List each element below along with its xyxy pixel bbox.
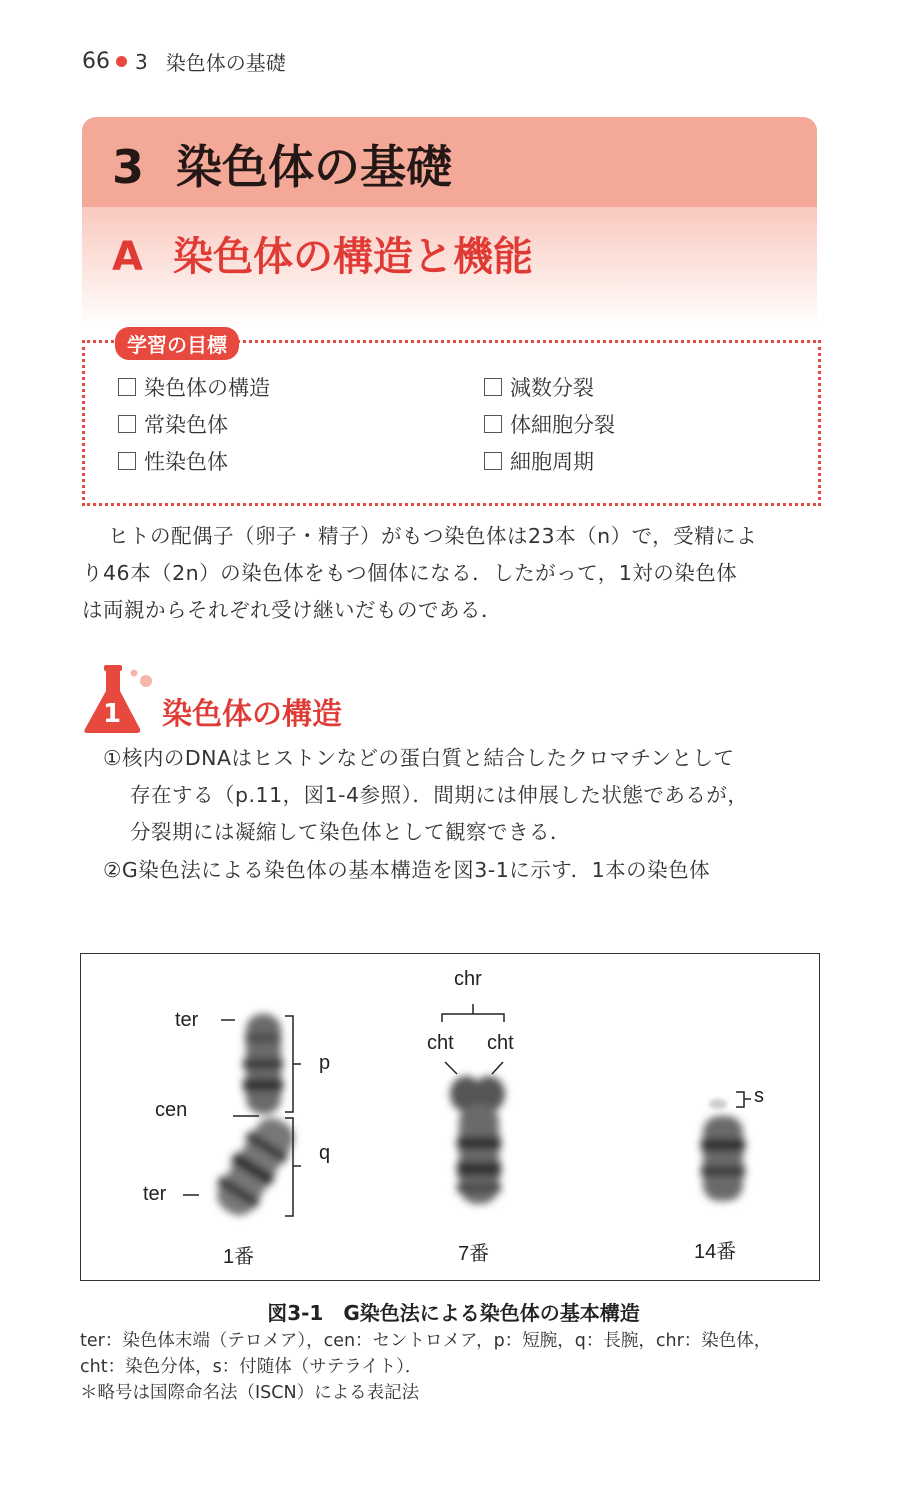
bullet-dot-icon bbox=[116, 56, 127, 67]
list-line: 存在する（p.11，図1-4参照）．間期には伸展した状態であるが， bbox=[130, 783, 749, 807]
intro-line: は両親からそれぞれ受け継いだものである． bbox=[82, 598, 502, 622]
goal-label: 常染色体 bbox=[144, 413, 228, 437]
goal-label: 染色体の構造 bbox=[144, 376, 270, 400]
goal-item[interactable] bbox=[118, 409, 228, 439]
label-chromosome-1: 1番 bbox=[223, 1246, 255, 1268]
goal-label: 減数分裂 bbox=[510, 376, 594, 400]
figure-note: cht：染色分体，s：付随体（サテライト）． bbox=[80, 1357, 423, 1377]
running-header bbox=[82, 47, 286, 76]
goal-label: 細胞周期 bbox=[510, 450, 594, 474]
subsection-title: 染色体の構造 bbox=[162, 697, 342, 732]
intro-line: ヒトの配偶子（卵子・精子）がもつ染色体は23本（n）で，受精によ bbox=[108, 524, 758, 548]
label-chromosome-7: 7番 bbox=[458, 1243, 490, 1265]
header-section-number: 3 bbox=[135, 49, 148, 74]
checkbox-icon[interactable] bbox=[484, 452, 502, 470]
label-q: q bbox=[319, 1142, 331, 1164]
learning-goals-tag: 学習の目標 bbox=[115, 327, 239, 360]
list-line: 分裂期には凝縮して染色体として観察できる． bbox=[130, 820, 571, 844]
checkbox-icon[interactable] bbox=[118, 378, 136, 396]
page-number: 66 bbox=[82, 49, 110, 74]
section-title bbox=[112, 225, 533, 282]
intro-line: り46本（2n）の染色体をもつ個体になる．したがって，1対の染色体 bbox=[82, 561, 738, 585]
chapter-title-text: 染色体の基礎 bbox=[176, 140, 453, 194]
label-cen: cen bbox=[155, 1099, 188, 1121]
label-chromosome-14: 14番 bbox=[694, 1241, 737, 1263]
section-letter: A bbox=[112, 234, 143, 280]
goal-item[interactable] bbox=[118, 446, 228, 476]
chapter-title bbox=[112, 131, 452, 197]
list-line: ②G染色法による染色体の基本構造を図3-1に示す．1本の染色体 bbox=[103, 858, 711, 882]
chromosome-14 bbox=[701, 1099, 745, 1201]
figure-caption: 図3-1 G染色法による染色体の基本構造 bbox=[267, 1301, 640, 1325]
figure-note: ＊略号は国際命名法（ISCN）による表記法 bbox=[80, 1383, 420, 1403]
goal-item[interactable] bbox=[118, 372, 270, 402]
figure-3-1 bbox=[80, 953, 820, 1281]
label-ter-bottom: ter bbox=[143, 1183, 167, 1205]
chromosome-7 bbox=[450, 1076, 505, 1204]
goal-item[interactable] bbox=[484, 446, 594, 476]
label-p: p bbox=[319, 1052, 331, 1074]
checkbox-icon[interactable] bbox=[118, 415, 136, 433]
chapter-number: 3 bbox=[112, 140, 145, 194]
label-s: s bbox=[754, 1085, 764, 1107]
checkbox-icon[interactable] bbox=[484, 415, 502, 433]
label-cht-right: cht bbox=[487, 1032, 514, 1054]
chapter-banner-top bbox=[82, 117, 817, 207]
section-title-text: 染色体の構造と機能 bbox=[172, 234, 533, 280]
goal-item[interactable] bbox=[484, 372, 594, 402]
flask-icon bbox=[82, 665, 162, 735]
list-line: ①核内のDNAはヒストンなどの蛋白質と結合したクロマチンとして bbox=[103, 746, 735, 770]
chromosome-illustration bbox=[81, 954, 819, 1280]
label-cht-left: cht bbox=[427, 1032, 454, 1054]
goal-item[interactable] bbox=[484, 409, 615, 439]
header-section-title: 染色体の基礎 bbox=[165, 51, 286, 75]
figure-note: ter：染色体末端（テロメア），cen：セントロメア，p：短腕，q：長腕，chr：染色体， bbox=[80, 1331, 772, 1351]
goal-label: 体細胞分裂 bbox=[510, 413, 615, 437]
section-banner bbox=[82, 207, 817, 327]
label-chr: chr bbox=[454, 968, 482, 990]
checkbox-icon[interactable] bbox=[118, 452, 136, 470]
goal-label: 性染色体 bbox=[144, 450, 228, 474]
chapter-banner bbox=[82, 117, 817, 327]
subsection-number: 1 bbox=[102, 699, 122, 729]
checkbox-icon[interactable] bbox=[484, 378, 502, 396]
label-ter-top: ter bbox=[175, 1009, 199, 1031]
